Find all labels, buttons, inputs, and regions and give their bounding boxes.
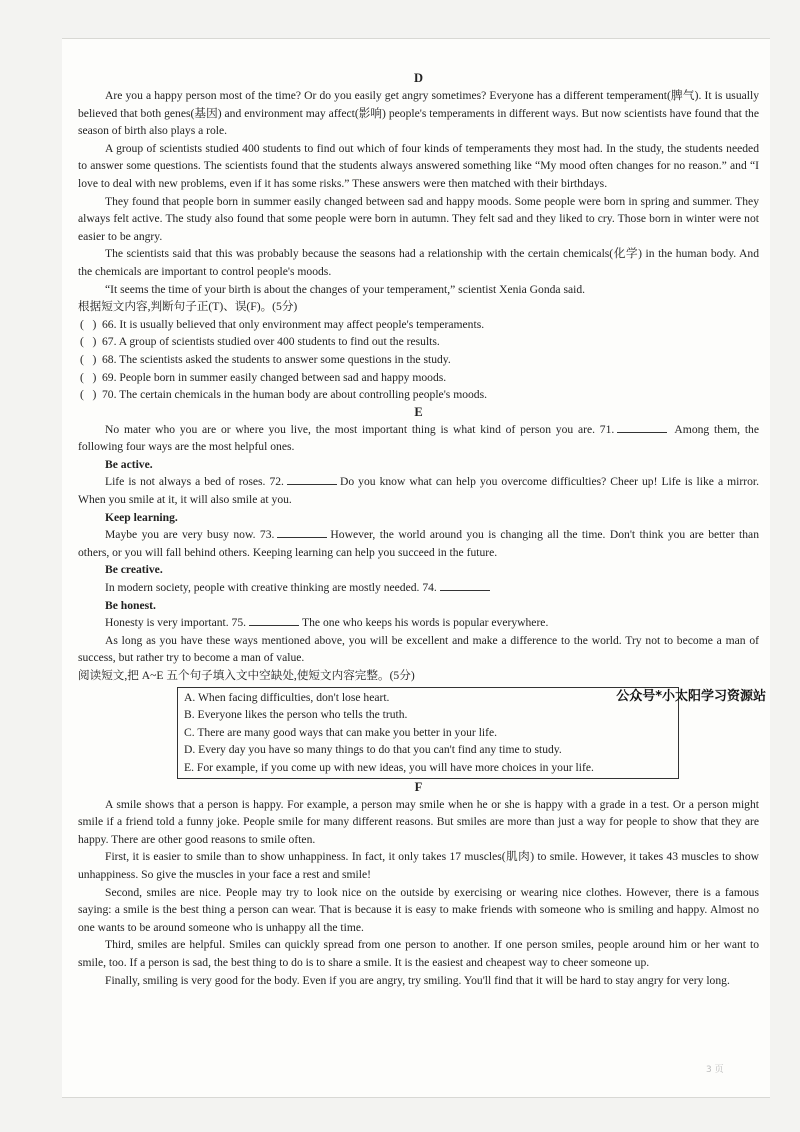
tf-question: [78, 316, 759, 334]
section-e-closing: As long as you have these ways mentioned above, you will be excellent and make a difference to the world. Try not to become a man of success, but rather try to become a man of value.: [78, 633, 759, 665]
section-f-paragraph: Second, smiles are nice. People may try to look nice on the outside by exercising or wearing nice clothes. However, there is a famous saying: a smile is the best thing a person can wear. That is because it is easy to make friends with someone who is smiling and happy. Almost no one wants to be around someone who is unhappy all the time.: [78, 885, 759, 934]
section-d-title: D: [413, 71, 424, 85]
section-e-instruction: 阅读短文,把 A~E 五个句子填入文中空缺处,使短文内容完整。(5分): [78, 669, 415, 682]
section-d-paragraph: They found that people born in summer easily changed between sad and happy moods. Some people were born in spring and summer. They always felt active. The study also found that some people were born in autumn. They felt sad and they liked to cry. Those born in winter were not easier to be angry.: [78, 194, 759, 243]
blank-75: [249, 614, 299, 626]
para-text: Maybe you are very busy now. 73.: [105, 528, 275, 542]
heading-be-honest: Be honest.: [105, 598, 156, 612]
section-f-paragraph: Third, smiles are helpful. Smiles can quickly spread from one person to another. If one person smiles, people around him or her want to smile, too. If a person is sad, the best thing to do is to share a smile. It is the easiest and cheapest way to cheer someone up.: [78, 938, 759, 969]
heading-be-creative: Be creative.: [105, 563, 163, 577]
para-text: Honesty is very important. 75.: [105, 616, 247, 630]
blank-71: [617, 421, 667, 433]
exam-content: [78, 70, 766, 989]
para-text: In modern society, people with creative thinking are mostly needed. 74.: [105, 581, 437, 595]
question-text: 67. A group of scientists studied over 400 students to find out the results.: [102, 335, 440, 349]
blank-73: [277, 526, 327, 538]
blank-74: [440, 579, 490, 591]
section-e-paragraph: [78, 579, 759, 597]
section-d-paragraph: A group of scientists studied 400 students to find out which of four kinds of temperaments they most had. In the study, the students needed to answer some questions. The scientists found that the students always answered something like “My mood often changes for no reason.” and “I love to deal with new problems, even if it has some risks.” These answers were then matched with their birthdays.: [78, 141, 759, 190]
intro-text: No mater who you are or where you live, the most important thing is what kind of person you are. 71.: [105, 422, 615, 436]
tf-question: [78, 351, 759, 369]
heading-be-active: Be active.: [105, 457, 153, 471]
para-text: Life is not always a bed of roses. 72.: [105, 475, 284, 489]
question-text: 68. The scientists asked the students to answer some questions in the study.: [102, 352, 451, 366]
options-box: [177, 687, 766, 779]
section-e-intro: [78, 421, 759, 456]
heading-keep-learning: Keep learning.: [105, 510, 178, 524]
question-text: 66. It is usually believed that only environment may affect people's temperaments.: [102, 317, 485, 331]
option-e: E. For example, if you come up with new ideas, you will have more choices in your life.: [184, 760, 594, 774]
para-text: Do you know what can help you overcome difficulties? Cheer up! Life is like a mirror. When you smile at it, it will also smile at you.: [78, 475, 759, 507]
page-number: 3 页: [706, 1065, 724, 1075]
answer-slot: ( ): [80, 370, 97, 384]
section-f-paragraph: First, it is easier to smile than to show unhappiness. In fact, it only takes 17 muscles(肌肉) to smile. However, it takes 43 muscles to show unhappiness. So give the muscles in your face a rest and smile!: [78, 850, 759, 881]
section-e-paragraph: [78, 526, 759, 561]
tf-question: [78, 386, 759, 404]
section-e-title: E: [414, 404, 423, 419]
watermark-text: 公众号*小太阳学习资源站: [616, 688, 766, 704]
section-d-paragraph: “It seems the time of your birth is about the changes of your temperament,” scientist Xenia Gonda said.: [105, 282, 586, 296]
blank-72: [287, 473, 337, 485]
section-e-paragraph: [78, 473, 759, 508]
tf-question: [78, 369, 759, 387]
answer-slot: ( ): [80, 388, 97, 402]
question-text: 70. The certain chemicals in the human body are about controlling people's moods.: [102, 388, 488, 402]
answer-slot: ( ): [80, 335, 97, 349]
section-d-instruction: 根据短文内容,判断句子正(T)、误(F)。(5分): [78, 300, 298, 314]
tf-question: [78, 333, 759, 351]
question-text: 69. People born in summer easily changed between sad and happy moods.: [102, 370, 447, 384]
option-d: D. Every day you have so many things to do that you can't find any time to study.: [184, 743, 562, 757]
answer-slot: ( ): [80, 352, 97, 366]
section-f-paragraph: Finally, smiling is very good for the body. Even if you are angry, try smiling. You'll find that it will be hard to stay angry for very long.: [105, 973, 730, 987]
section-f-title: F: [414, 779, 423, 794]
answer-slot: ( ): [80, 317, 97, 331]
para-text: The one who keeps his words is popular everywhere.: [302, 616, 549, 630]
section-d-paragraph: The scientists said that this was probably because the seasons had a relationship with the certain chemicals(化学) in the human body. And the chemicals are important to control people's moods.: [78, 247, 759, 278]
para-text: However, the world around you is changing all the time. Don't think you are better than others, or you will fall behind others. Keeping learning can help you succeed in the future.: [78, 528, 759, 559]
section-e-paragraph: [78, 614, 759, 632]
intro-text: Among them, the following four ways are the most helpful ones.: [78, 422, 760, 454]
section-d-paragraph: Are you a happy person most of the time? Or do you easily get angry sometimes? Everyone has a different temperament(脾气). It is usually believed that both genes(基因) and environment may affect(影响) people's temperaments in different ways. But now scientists have found that the season of birth also plays a role.: [78, 89, 759, 138]
option-a: A. When facing difficulties, don't lose heart.: [184, 690, 390, 704]
option-c: C. There are many good ways that can make you better in your life.: [184, 725, 498, 739]
option-b: B. Everyone likes the person who tells the truth.: [184, 708, 408, 722]
section-f-paragraph: A smile shows that a person is happy. For example, a person may smile when he or she is happy with a grade in a test. Or a person might smile if a friend told a funny joke. People smile for many different reasons. But smiles are more than just a way for people to show that they are happy. There are other good reasons to smile often.: [78, 797, 759, 846]
